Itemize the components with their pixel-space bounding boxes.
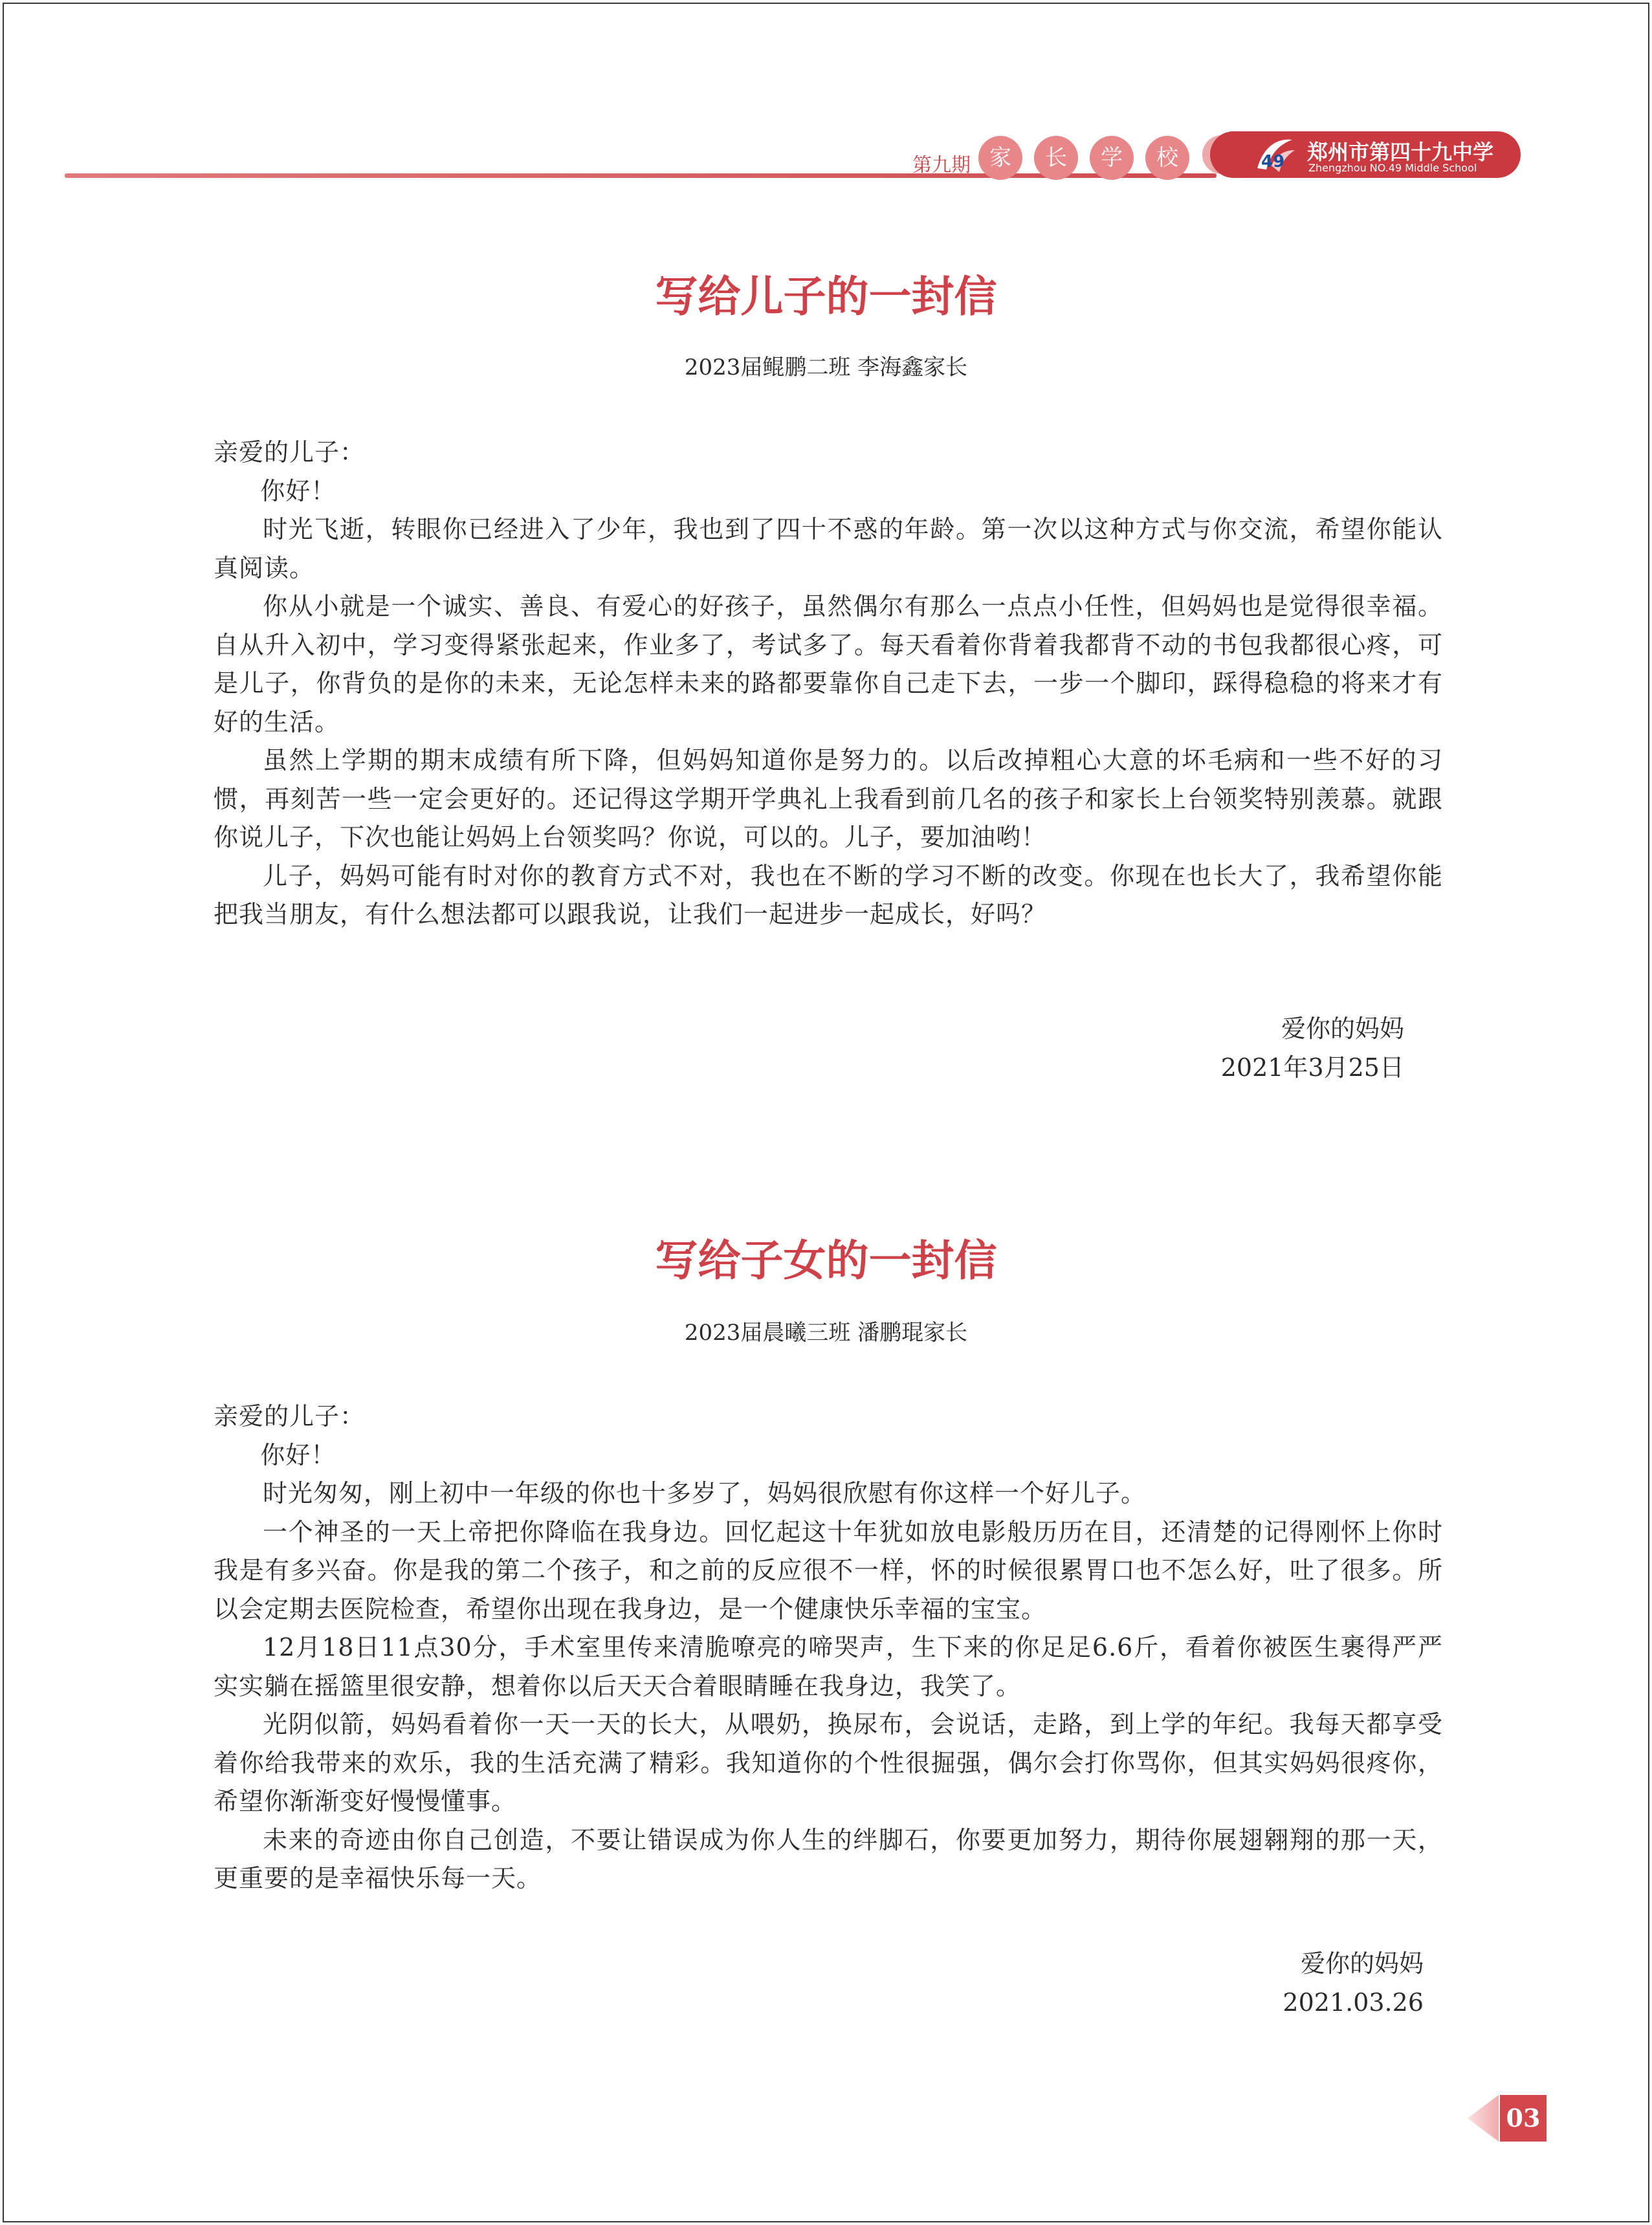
letter1-greeting: 你好！ — [260, 476, 336, 505]
header-chip-jia: 家 — [978, 136, 1022, 180]
letter2-signature — [1035, 1944, 1424, 2022]
header-chip-zhang: 长 — [1034, 136, 1078, 180]
school-name-en: Zhengzhou NO.49 Middle School — [1308, 162, 1477, 174]
letter2-title: 写给子女的一封信 — [655, 1235, 997, 1286]
letter2-greeting: 你好！ — [260, 1440, 336, 1469]
letter2-salutation: 亲爱的儿子： — [214, 1402, 366, 1430]
letter2-byline: 2023届晨曦三班 潘鹏琨家长 — [684, 1320, 968, 1346]
letter1-sign: 爱你的妈妈 — [1281, 1014, 1404, 1043]
school-name: 郑州市第四十九中学 — [1307, 140, 1494, 164]
svg-text:49: 49 — [1261, 152, 1285, 171]
letter1-paragraph: 你从小就是一个诚实、善良、有爱心的好孩子，虽然偶尔有那么一点点小任性，但妈妈也是觉得很幸福。自从升入初中，学习变得紧张起来，作业多了，考试多了。每天看着你背着我都背不动的书包我都很心疼，可是儿子，你背负的是你的未来，无论怎样未来的路都要靠你自己走下去，一步一个脚印，踩得稳稳的将来才有好的生活。 — [214, 592, 1443, 736]
header-chip-xue: 学 — [1090, 136, 1134, 180]
letter2-paragraph: 时光匆匆，刚上初中一年级的你也十多岁了，妈妈很欣慰有你这样一个好儿子。 — [263, 1479, 1147, 1507]
letter1-paragraph: 时光飞逝，转眼你已经进入了少年，我也到了四十不惑的年龄。第一次以这种方式与你交流，希望你能认真阅读。 — [214, 515, 1443, 582]
letter1-body — [214, 433, 1443, 934]
letter1-salutation: 亲爱的儿子： — [214, 438, 366, 466]
letter2-paragraph: 未来的奇迹由你自己创造，不要让错误成为你人生的绊脚石，你要更加努力，期待你展翅翱翔的那一天，更重要的是幸福快乐每一天。 — [214, 1825, 1443, 1892]
letter1-signature — [1016, 1009, 1404, 1087]
letter2-paragraph: 12月18日11点30分，手术室里传来清脆嘹亮的啼哭声，生下来的你足足6.6斤，看着你被医生裹得严严实实躺在摇篮里很安静，想着你以后天天合着眼睛睡在我身边，我笑了。 — [214, 1633, 1443, 1700]
letter2-sign: 爱你的妈妈 — [1300, 1949, 1424, 1978]
issue-label: 第九期 — [912, 154, 971, 177]
letter1-date: 2021年3月25日 — [1220, 1053, 1404, 1082]
letter2-body — [214, 1397, 1443, 1898]
school-logo-icon — [1252, 136, 1297, 176]
header-chip-xiao: 校 — [1145, 136, 1189, 180]
letter1-paragraph: 儿子，妈妈可能有时对你的教育方式不对，我也在不断的学习不断的改变。你现在也长大了，我希望你能把我当朋友，有什么想法都可以跟我说，让我们一起进步一起成长，好吗？ — [214, 861, 1443, 928]
letter1-paragraph: 虽然上学期的期末成绩有所下降，但妈妈知道你是努力的。以后改掉粗心大意的坏毛病和一些不好的习惯，再刻苦一些一定会更好的。还记得这学期开学典礼上我看到前几名的孩子和家长上台领奖特别羡慕。就跟你说儿子，下次也能让妈妈上台领奖吗？你说，可以的。儿子，要加油哟！ — [214, 746, 1443, 851]
letter2-paragraph: 光阴似箭，妈妈看着你一天一天的长大，从喂奶，换尿布，会说话，走路，到上学的年纪。我每天都享受着你给我带来的欢乐，我的生活充满了精彩。我知道你的个性很掘强，偶尔会打你骂你，但其实妈妈很疼你，希望你渐渐变好慢慢懂事。 — [214, 1710, 1443, 1815]
page-number: 03 — [1500, 2095, 1547, 2142]
letter2-date: 2021.03.26 — [1283, 1988, 1424, 2017]
letter1-byline: 2023届鲲鹏二班 李海鑫家长 — [684, 355, 968, 380]
letter2-paragraph: 一个神圣的一天上帝把你降临在我身边。回忆起这十年犹如放电影般历历在目，还清楚的记得刚怀上你时我是有多兴奋。你是我的第二个孩子，和之前的反应很不一样，怀的时候很累胃口也不怎么好，吐了很多。所以会定期去医院检查，希望你出现在我身边，是一个健康快乐幸福的宝宝。 — [214, 1517, 1443, 1623]
letter1-title: 写给儿子的一封信 — [655, 271, 997, 322]
